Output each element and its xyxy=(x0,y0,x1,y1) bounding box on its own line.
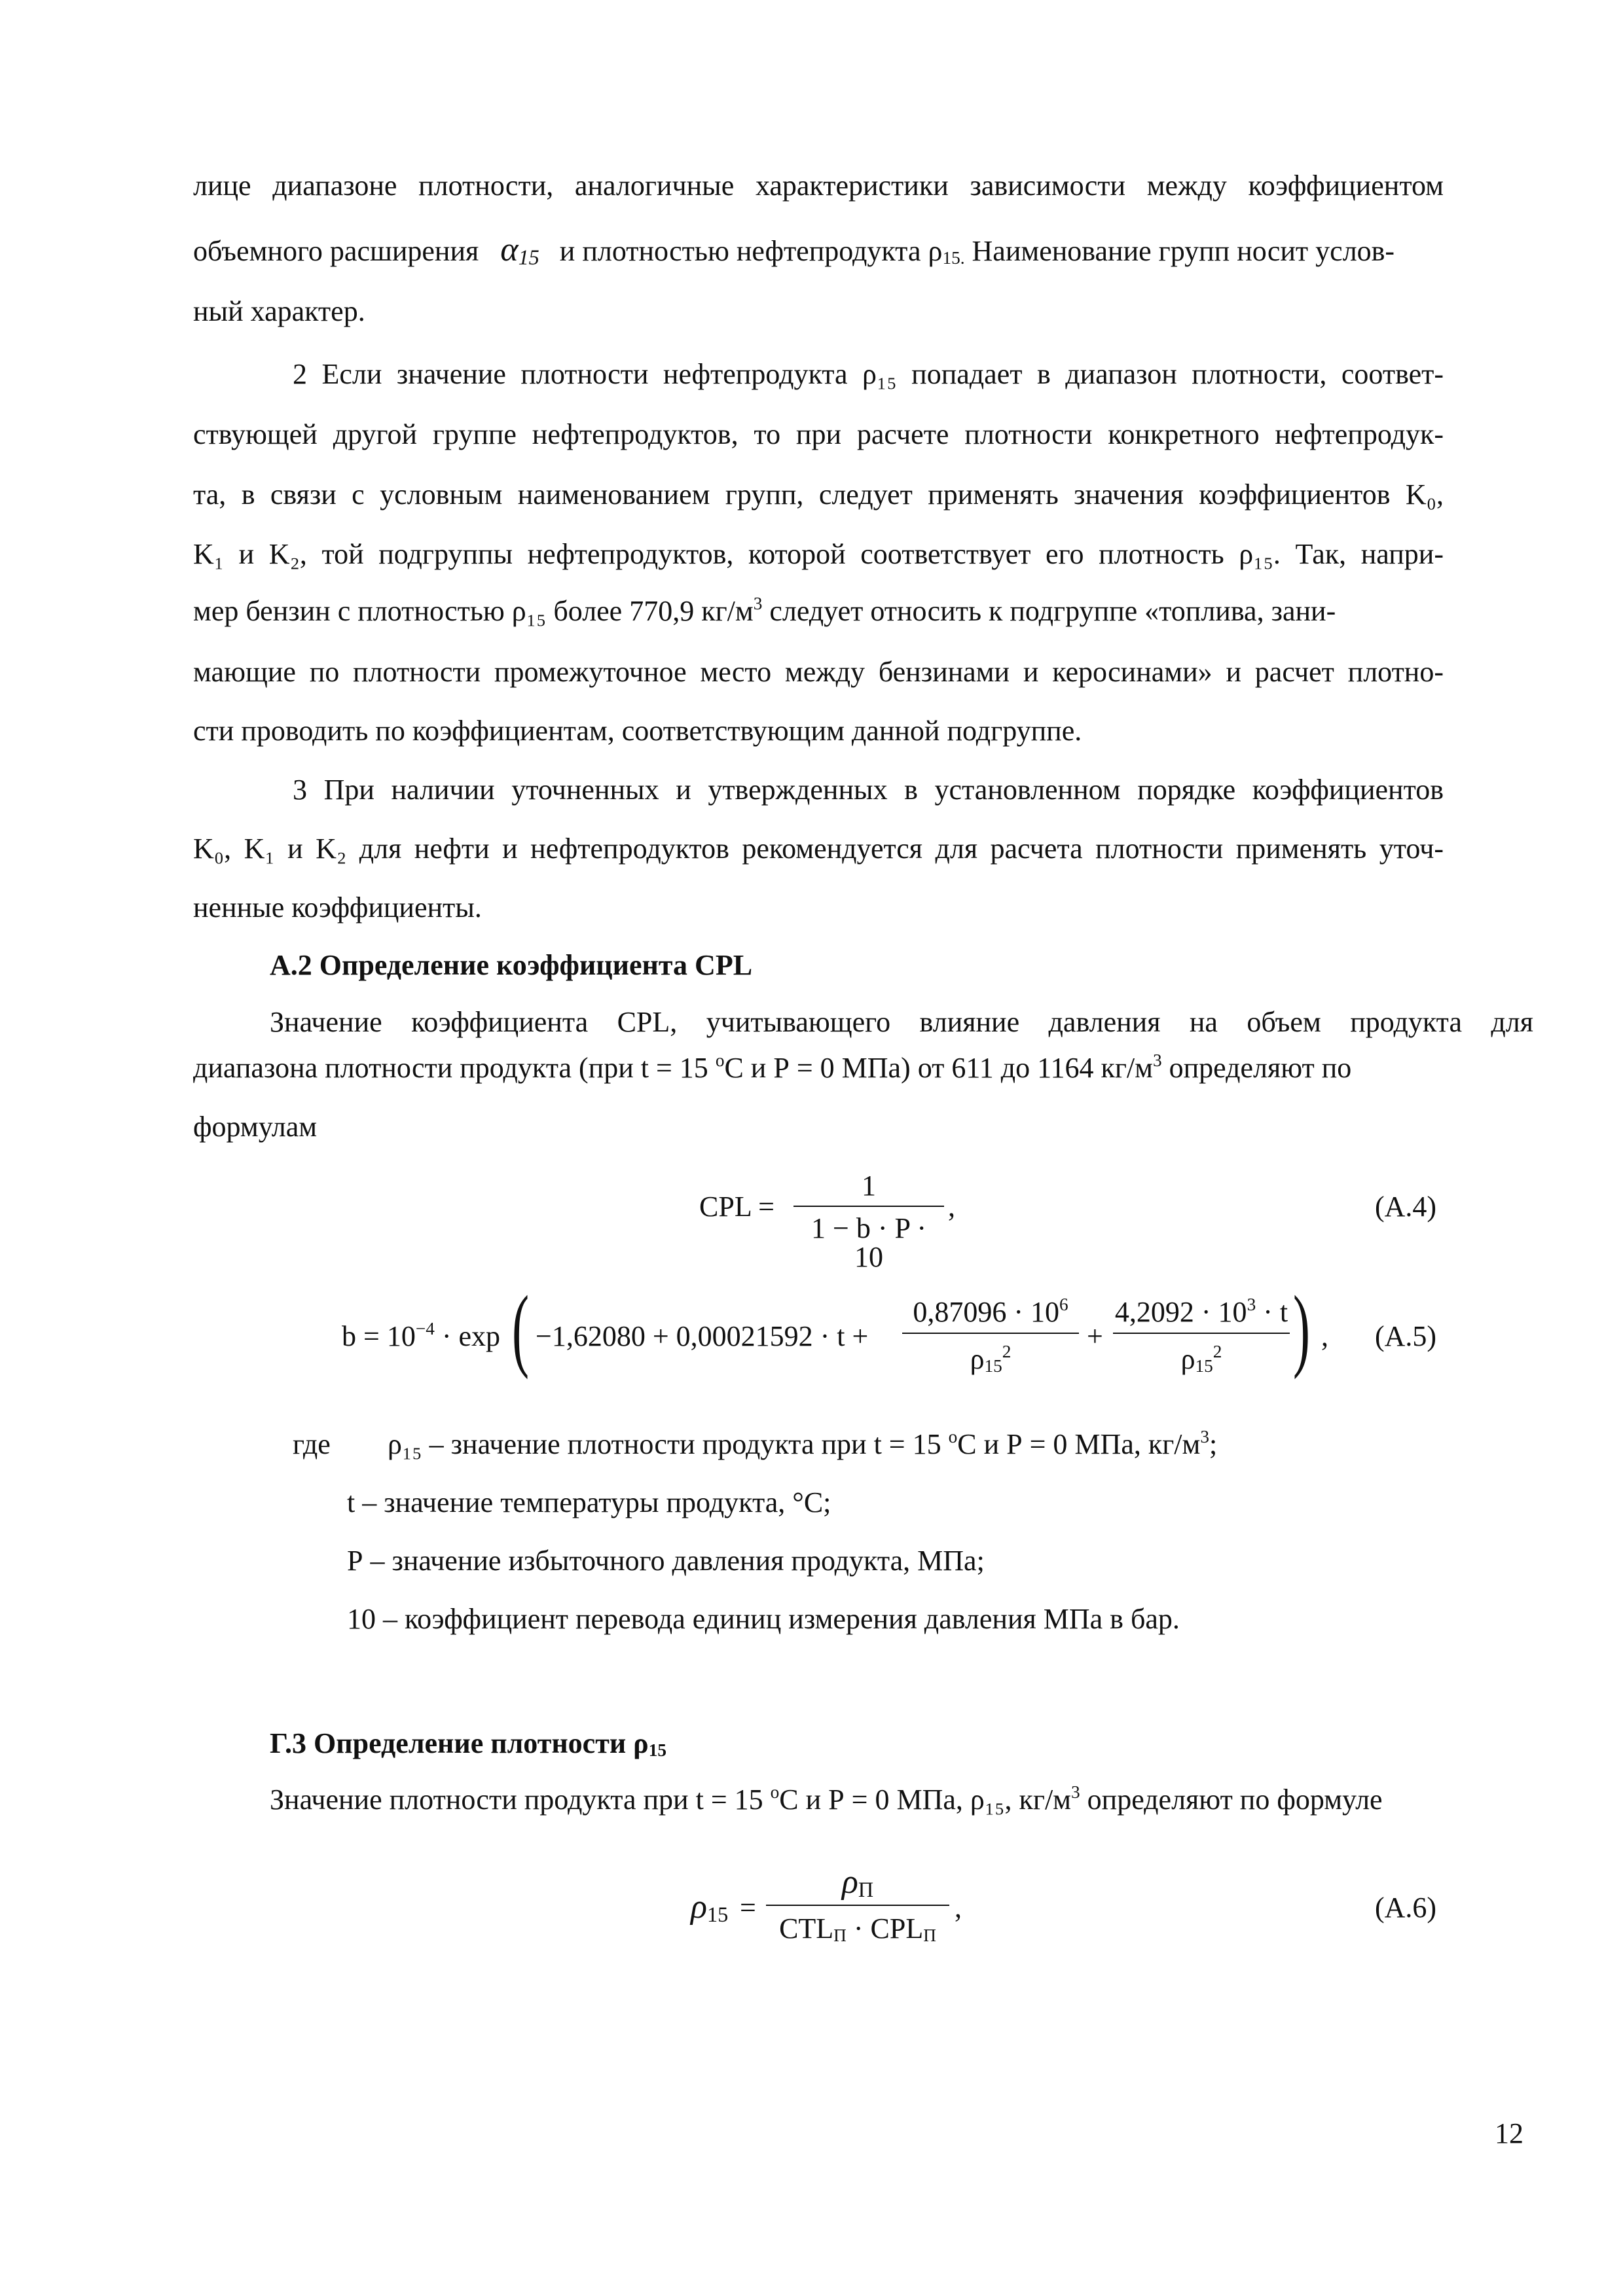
eq-a5-plus: + xyxy=(1087,1320,1103,1352)
eq-a4-denominator: 1 − b · P · 10 xyxy=(811,1212,926,1273)
eq-a6-equals: = xyxy=(740,1892,756,1924)
eq-a5-comma: , xyxy=(1321,1320,1328,1352)
eq-a4-numerator: 1 xyxy=(862,1170,876,1202)
section-a2-line2: диапазона плотности продукта (при t = 15 $^о$С и Р = 0 МПа) от 611 до 1164 $кг/м^3$ определяют по xyxy=(193,1050,1352,1084)
note2-line4: K₁ и K₂, той подгруппы нефтепродуктов, которой соответствует его плотность ρ₁₅. Так, напри- xyxy=(193,538,1444,570)
para1-line2: объемного расширения $\alpha_{15}$ и плотностью нефтепродукта $\rho_{15.}$ Наименование групп носит услов- xyxy=(193,231,1395,269)
eq-a5-frac2-bar xyxy=(1113,1333,1290,1334)
eq-a5-frac2-denominator: $\rho_{15}^2$ xyxy=(1180,1342,1222,1376)
where-label: где xyxy=(293,1428,331,1460)
alpha-symbol: $\alpha_{15}$ xyxy=(500,231,539,269)
eq-a6-denominator: $CTL_П \cdot CPL_П$ xyxy=(779,1912,936,1945)
note3-line3: ненные коэффициенты. xyxy=(193,891,482,924)
eq-a5-left-paren: ( xyxy=(512,1276,530,1380)
eq-a5-frac1-denominator: $\rho_{15}^2$ xyxy=(970,1342,1012,1376)
eq-a6-fraction-bar xyxy=(766,1905,949,1906)
eq-a4-number: (А.4) xyxy=(1375,1191,1437,1223)
where-item-rho15: ρ₁₅ – значение плотности продукта при t = 15 $^о$С и Р = 0 МПа, $кг/м^3$; xyxy=(388,1427,1218,1460)
section-a2-line1: Значение коэффициента CPL, учитывающего влияние давления на объем продукта для xyxy=(270,1006,1533,1038)
eq-a6-lhs: $\rho_{15}$ xyxy=(691,1888,729,1926)
eq-a5-number: (А.5) xyxy=(1375,1320,1437,1352)
note2-line7: сти проводить по коэффициентам, соответствующим данной подгруппе. xyxy=(193,715,1082,747)
eq-a4-comma: , xyxy=(948,1191,955,1223)
note3-line1: 3 При наличии уточненных и утвержденных в установленном порядке коэффициентов xyxy=(293,774,1444,806)
note2-line3: та, в связи с условным наименованием групп, следует применять значения коэффициентов K₀, xyxy=(193,478,1444,511)
para1-line1: лице диапазоне плотности, аналогичные характеристики зависимости между коэффициентом xyxy=(193,170,1444,202)
eq-a5-inner: −1,62080 + 0,00021592 · t + xyxy=(536,1320,869,1352)
eq-a5-frac1-numerator: $0,87096 \cdot 10^6$ xyxy=(913,1295,1068,1328)
eq-a4-fraction-bar xyxy=(793,1206,944,1207)
note3-line2: K₀, K₁ и K₂ для нефти и нефтепродуктов рекомендуется для расчета плотности применять уточ- xyxy=(193,833,1444,865)
eq-a5-right-paren: ) xyxy=(1293,1276,1311,1380)
note2-line2: ствующей другой группе нефтепродуктов, то при расчете плотности конкретного нефтепродук- xyxy=(193,418,1444,450)
eq-a6-numerator: $\rho_П$ xyxy=(841,1863,874,1901)
section-a2-heading: А.2 Определение коэффициента CPL xyxy=(270,949,753,981)
eq-a5-lhs: $b = 10^{-4} \cdot \exp$ xyxy=(342,1319,501,1352)
eq-a4-lhs: CPL = xyxy=(699,1191,775,1223)
note2-line6: мающие по плотности промежуточное место между бензинами и керосинами» и расчет плотно- xyxy=(193,656,1444,688)
where-item-p: Р – значение избыточного давления продукта, МПа; xyxy=(347,1545,985,1577)
note2-line5: мер бензин с плотностью ρ₁₅ более 770,9 $кг/м^3$ следует относить к подгруппе «топлива, зани- xyxy=(193,594,1336,627)
eq-a5-frac1-bar xyxy=(902,1333,1079,1334)
section-g3-heading: Г.3 Определение плотности $\rho_{15}$ xyxy=(270,1727,666,1760)
page-number: 12 xyxy=(1495,2117,1523,2149)
section-g3-line1: Значение плотности продукта при t = 15 $^о$С и Р = 0 МПа, ρ₁₅, $кг/м^3$ определяют по формуле xyxy=(270,1782,1383,1816)
section-a2-line3: формулам xyxy=(193,1111,318,1143)
where-item-t: t – значение температуры продукта, °С; xyxy=(347,1486,831,1518)
eq-a6-comma: , xyxy=(955,1892,962,1924)
eq-a6-number: (А.6) xyxy=(1375,1892,1437,1924)
note2-line1: 2 Если значение плотности нефтепродукта ρ₁₅ попадает в диапазон плотности, соответ- xyxy=(293,358,1444,390)
para1-line3: ный характер. xyxy=(193,295,365,327)
eq-a5-frac2-numerator: $4,2092 \cdot 10^3 \cdot t$ xyxy=(1114,1295,1288,1328)
where-item-10: 10 – коэффициент перевода единиц измерения давления МПа в бар. xyxy=(347,1603,1180,1635)
